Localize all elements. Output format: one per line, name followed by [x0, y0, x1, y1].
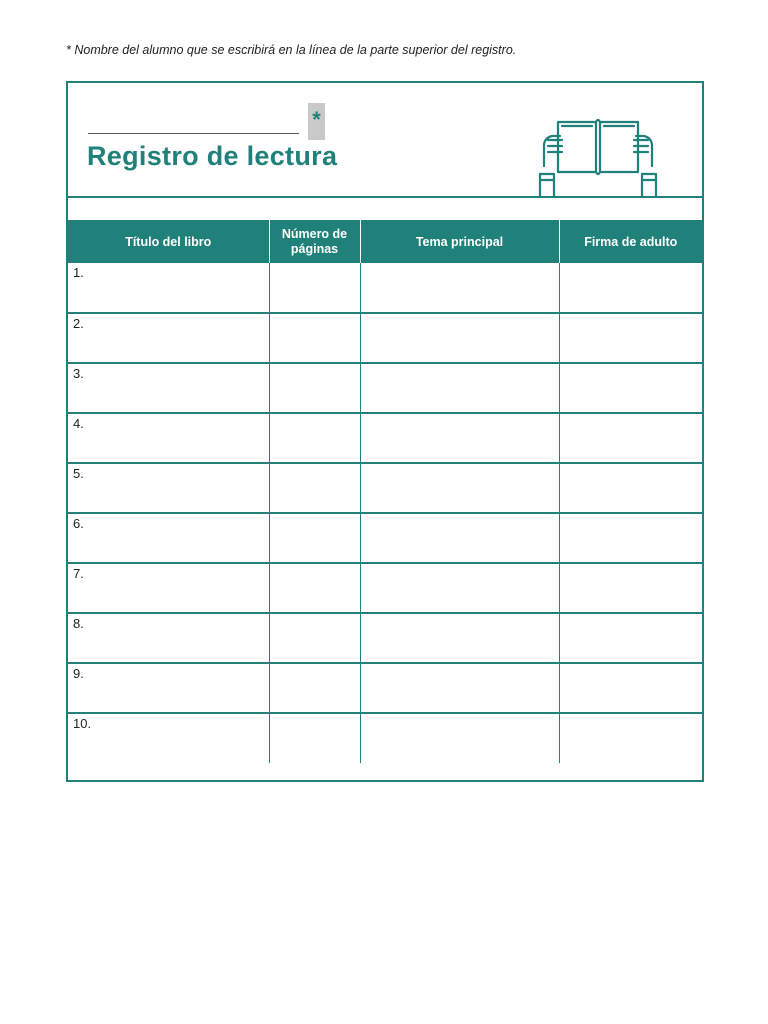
page-count-cell[interactable] [269, 363, 360, 413]
column-header-page-count: Número de páginas [269, 221, 360, 264]
page-count-cell[interactable] [269, 563, 360, 613]
page-title: Registro de lectura [87, 141, 338, 171]
adult-signature-cell[interactable] [559, 713, 702, 763]
page-count-cell[interactable] [269, 613, 360, 663]
adult-signature-cell[interactable] [559, 413, 702, 463]
book-title-cell[interactable]: 4. [68, 413, 269, 463]
sheet-header [68, 83, 702, 198]
main-theme-cell[interactable] [360, 613, 559, 663]
table-row [68, 563, 702, 613]
table-row [68, 463, 702, 513]
page-count-cell[interactable] [269, 263, 360, 313]
adult-signature-cell[interactable] [559, 313, 702, 363]
main-theme-cell[interactable] [360, 313, 559, 363]
page-count-cell[interactable] [269, 713, 360, 763]
table-row [68, 313, 702, 363]
student-name-line[interactable] [88, 133, 299, 134]
table-header-row [68, 221, 702, 264]
table-row [68, 363, 702, 413]
page-count-cell[interactable] [269, 513, 360, 563]
main-theme-cell[interactable] [360, 413, 559, 463]
adult-signature-cell[interactable] [559, 263, 702, 313]
adult-signature-cell[interactable] [559, 613, 702, 663]
table-row [68, 413, 702, 463]
table-row [68, 713, 702, 763]
book-title-cell[interactable]: 5. [68, 463, 269, 513]
book-title-cell[interactable]: 1. [68, 263, 269, 313]
main-theme-cell[interactable] [360, 363, 559, 413]
page-count-cell[interactable] [269, 463, 360, 513]
book-title-cell[interactable]: 3. [68, 363, 269, 413]
page-count-cell[interactable] [269, 313, 360, 363]
page-count-cell[interactable] [269, 663, 360, 713]
book-title-cell[interactable]: 8. [68, 613, 269, 663]
adult-signature-cell[interactable] [559, 513, 702, 563]
adult-signature-cell[interactable] [559, 363, 702, 413]
adult-signature-cell[interactable] [559, 563, 702, 613]
column-header-main-theme: Tema principal [360, 221, 559, 264]
table-row [68, 263, 702, 313]
reading-log-sheet [66, 81, 704, 782]
table-row [68, 513, 702, 563]
book-title-cell[interactable]: 7. [68, 563, 269, 613]
main-theme-cell[interactable] [360, 713, 559, 763]
adult-signature-cell[interactable] [559, 663, 702, 713]
reading-book-icon [538, 116, 658, 196]
main-theme-cell[interactable] [360, 663, 559, 713]
main-theme-cell[interactable] [360, 263, 559, 313]
reading-log-table [68, 220, 702, 763]
table-row [68, 613, 702, 663]
page-count-cell[interactable] [269, 413, 360, 463]
header-spacer [68, 198, 702, 220]
book-title-cell[interactable]: 2. [68, 313, 269, 363]
book-title-cell[interactable]: 6. [68, 513, 269, 563]
table-row [68, 663, 702, 713]
adult-signature-cell[interactable] [559, 463, 702, 513]
main-theme-cell[interactable] [360, 563, 559, 613]
column-header-book-title: Título del libro [68, 221, 269, 264]
main-theme-cell[interactable] [360, 463, 559, 513]
column-header-adult-signature: Firma de adulto [559, 221, 702, 264]
footnote-text: * Nombre del alumno que se escribirá en la línea de la parte superior del registro. [66, 43, 517, 57]
book-title-cell[interactable]: 9. [68, 663, 269, 713]
book-title-cell[interactable]: 10. [68, 713, 269, 763]
required-star: * [308, 103, 325, 140]
main-theme-cell[interactable] [360, 513, 559, 563]
